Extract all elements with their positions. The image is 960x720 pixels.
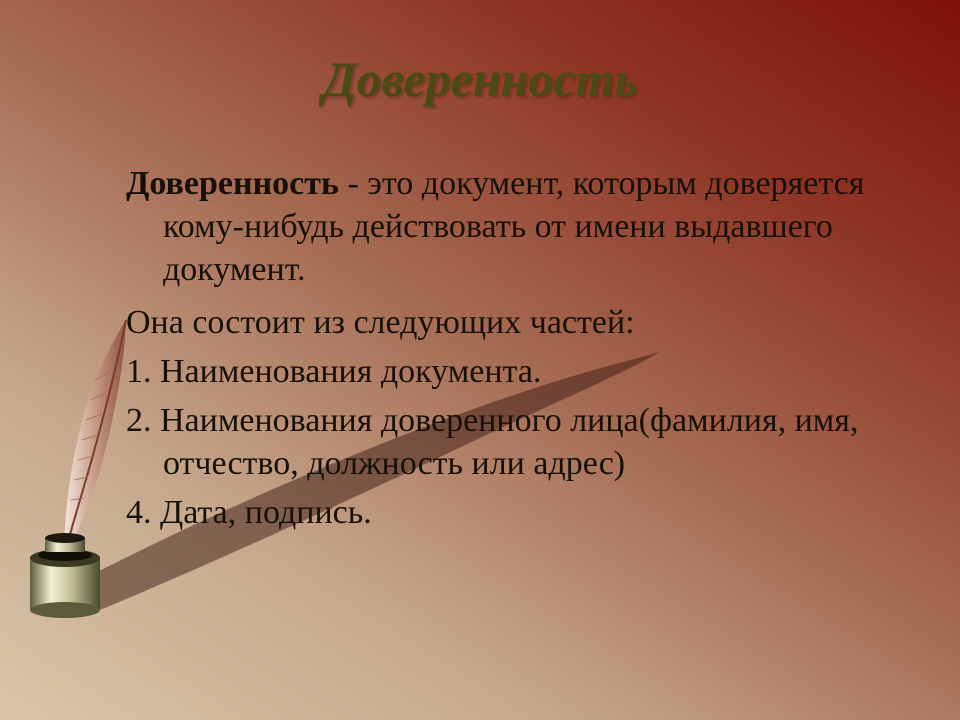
definition-term: Доверенность [126, 165, 339, 202]
definition-text: - это документ, которым доверяется кому-нибудь действовать от имени выдавшего документ. [163, 165, 865, 288]
inkwell-icon [30, 533, 100, 618]
definition-paragraph [126, 162, 926, 291]
slide-title: Доверенность [322, 51, 638, 107]
intro-text: Она состоит из следующих частей: [126, 304, 635, 341]
slide-body [126, 162, 926, 540]
list-item: 2. Наименования доверенного лица(фамилия, имя, отчество, должность или адрес) [126, 402, 859, 482]
list-item: 1. Наименования документа. [126, 353, 542, 390]
list-item: 4. Дата, подпись. [126, 494, 372, 531]
